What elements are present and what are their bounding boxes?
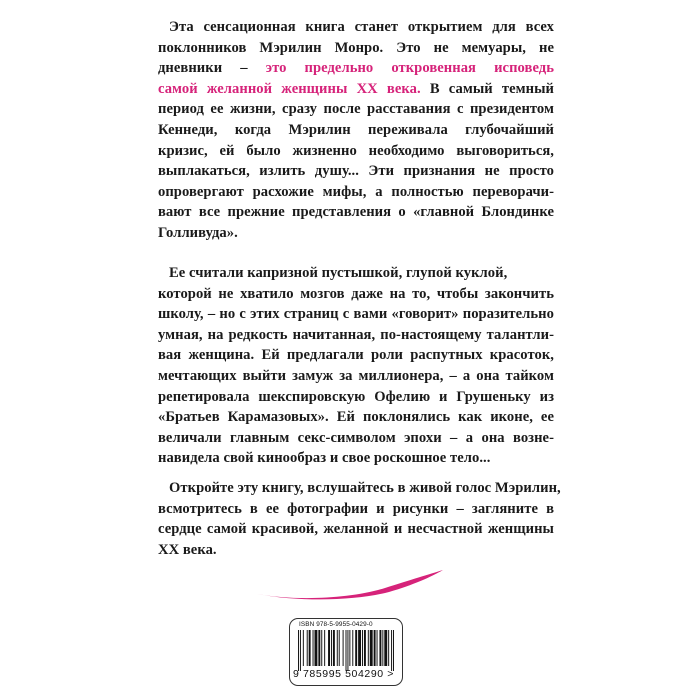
barcode-bar xyxy=(300,630,301,671)
text-line: XX века. xyxy=(158,541,217,558)
barcode-bar xyxy=(318,630,320,666)
text-line: кризис, ей было жизненно необходимо выговориться, xyxy=(158,142,554,159)
text-line: школу, – но с этих страниц с вами «говорит» поразительно xyxy=(158,306,554,323)
barcode-bar xyxy=(379,630,381,666)
barcode-bar xyxy=(328,630,330,666)
text-line: Ее считали капризной пустышкой, глупой куклой, xyxy=(169,265,508,281)
barcode-bar xyxy=(337,630,338,666)
text-fragment: В самый темный xyxy=(429,80,554,97)
text-line: поклонников Мэрилин Монро. Это не мемуары, не xyxy=(158,39,554,56)
annotation-paragraph-3 xyxy=(158,478,561,560)
text-line: навидела свой кинообраз и свое роскошное тело... xyxy=(158,450,491,467)
barcode-bar xyxy=(314,630,317,666)
barcode-bar xyxy=(391,630,392,671)
annotation-paragraph-1 xyxy=(158,17,554,244)
text-line: Откройте эту книгу, вслушайтесь в живой голос Мэрилин, xyxy=(169,480,561,496)
barcode-bar xyxy=(331,630,332,666)
text-fragment: дневники – xyxy=(158,60,248,77)
barcode-bar xyxy=(370,630,373,666)
barcode-bar xyxy=(364,630,366,666)
text-line: вают все прежние представления о «главной Блондинке xyxy=(158,204,554,221)
barcode-bar xyxy=(298,630,299,671)
text-line: вая женщина. Ей предлагали роли распутных красоток, xyxy=(158,347,554,364)
barcode-bar xyxy=(343,630,344,666)
barcode-bar xyxy=(368,630,369,666)
barcode-bar xyxy=(303,630,304,666)
highlighted-text: самой желанной женщины XX века. xyxy=(158,80,421,97)
barcode-bar xyxy=(382,630,383,666)
barcode-image xyxy=(298,630,394,671)
barcode-bar xyxy=(384,630,387,666)
barcode-bar xyxy=(388,630,389,666)
text-line: мечтающих выйти замуж за миллионера, – а она тайком xyxy=(158,367,554,384)
barcode-bar xyxy=(374,630,376,666)
barcode-bar xyxy=(346,630,347,671)
barcode-bar xyxy=(307,630,308,666)
text-line: выплакаться, излить душу... Эти признания не просто xyxy=(158,163,554,180)
text-line: сердце самой красивой, желанной и несчастной женщины xyxy=(158,521,554,538)
text-line xyxy=(158,79,554,100)
text-line: период ее жизни, сразу после расставания с президентом xyxy=(158,101,554,118)
barcode-digits: 9 785995 504290 > xyxy=(293,668,394,680)
barcode-bar xyxy=(393,630,394,671)
barcode-bar xyxy=(324,630,325,666)
barcode-bar xyxy=(339,630,340,666)
barcode-bar xyxy=(377,630,378,666)
text-line: опровергают расхожие мифы, а полностью переворачи- xyxy=(158,183,554,200)
barcode-bar xyxy=(349,630,350,666)
barcode-bar xyxy=(362,630,363,666)
barcode-bar xyxy=(358,630,361,666)
barcode-bar xyxy=(352,630,353,666)
barcode-bar xyxy=(355,630,357,666)
text-line: Кеннеди, когда Мэрилин переживала глубочайший xyxy=(158,121,554,138)
text-line: репетировала шекспировскую Офелию и Грушеньку из xyxy=(158,388,554,405)
text-line xyxy=(158,58,554,79)
text-line: Эта сенсационная книга станет открытием для всех xyxy=(169,19,554,35)
decorative-swoosh xyxy=(255,568,445,602)
barcode-bar xyxy=(321,630,322,666)
text-line: величали главным секс-символом эпохи – а она возне- xyxy=(158,429,554,446)
text-line: которой не хватило мозгов даже на то, чтобы закончить xyxy=(158,285,554,302)
isbn-label: ISBN 978-5-9955-0429-0 xyxy=(299,621,373,628)
text-line: всмотритесь в ее фотографии и рисунки – загляните в xyxy=(158,500,554,517)
barcode-bar xyxy=(313,630,314,666)
annotation-paragraph-2 xyxy=(158,263,554,469)
highlighted-text: это предельно откровенная исповедь xyxy=(265,60,554,77)
barcode-bar xyxy=(347,630,348,671)
text-line: Голливуда». xyxy=(158,224,238,241)
barcode-bar xyxy=(309,630,311,666)
text-line: умная, на редкость начитанная, по-настоящему талантли- xyxy=(158,326,554,343)
text-line: «Братьев Карамазовых». Ей поклонялись как иконе, ее xyxy=(158,409,554,426)
barcode-bar xyxy=(333,630,335,666)
